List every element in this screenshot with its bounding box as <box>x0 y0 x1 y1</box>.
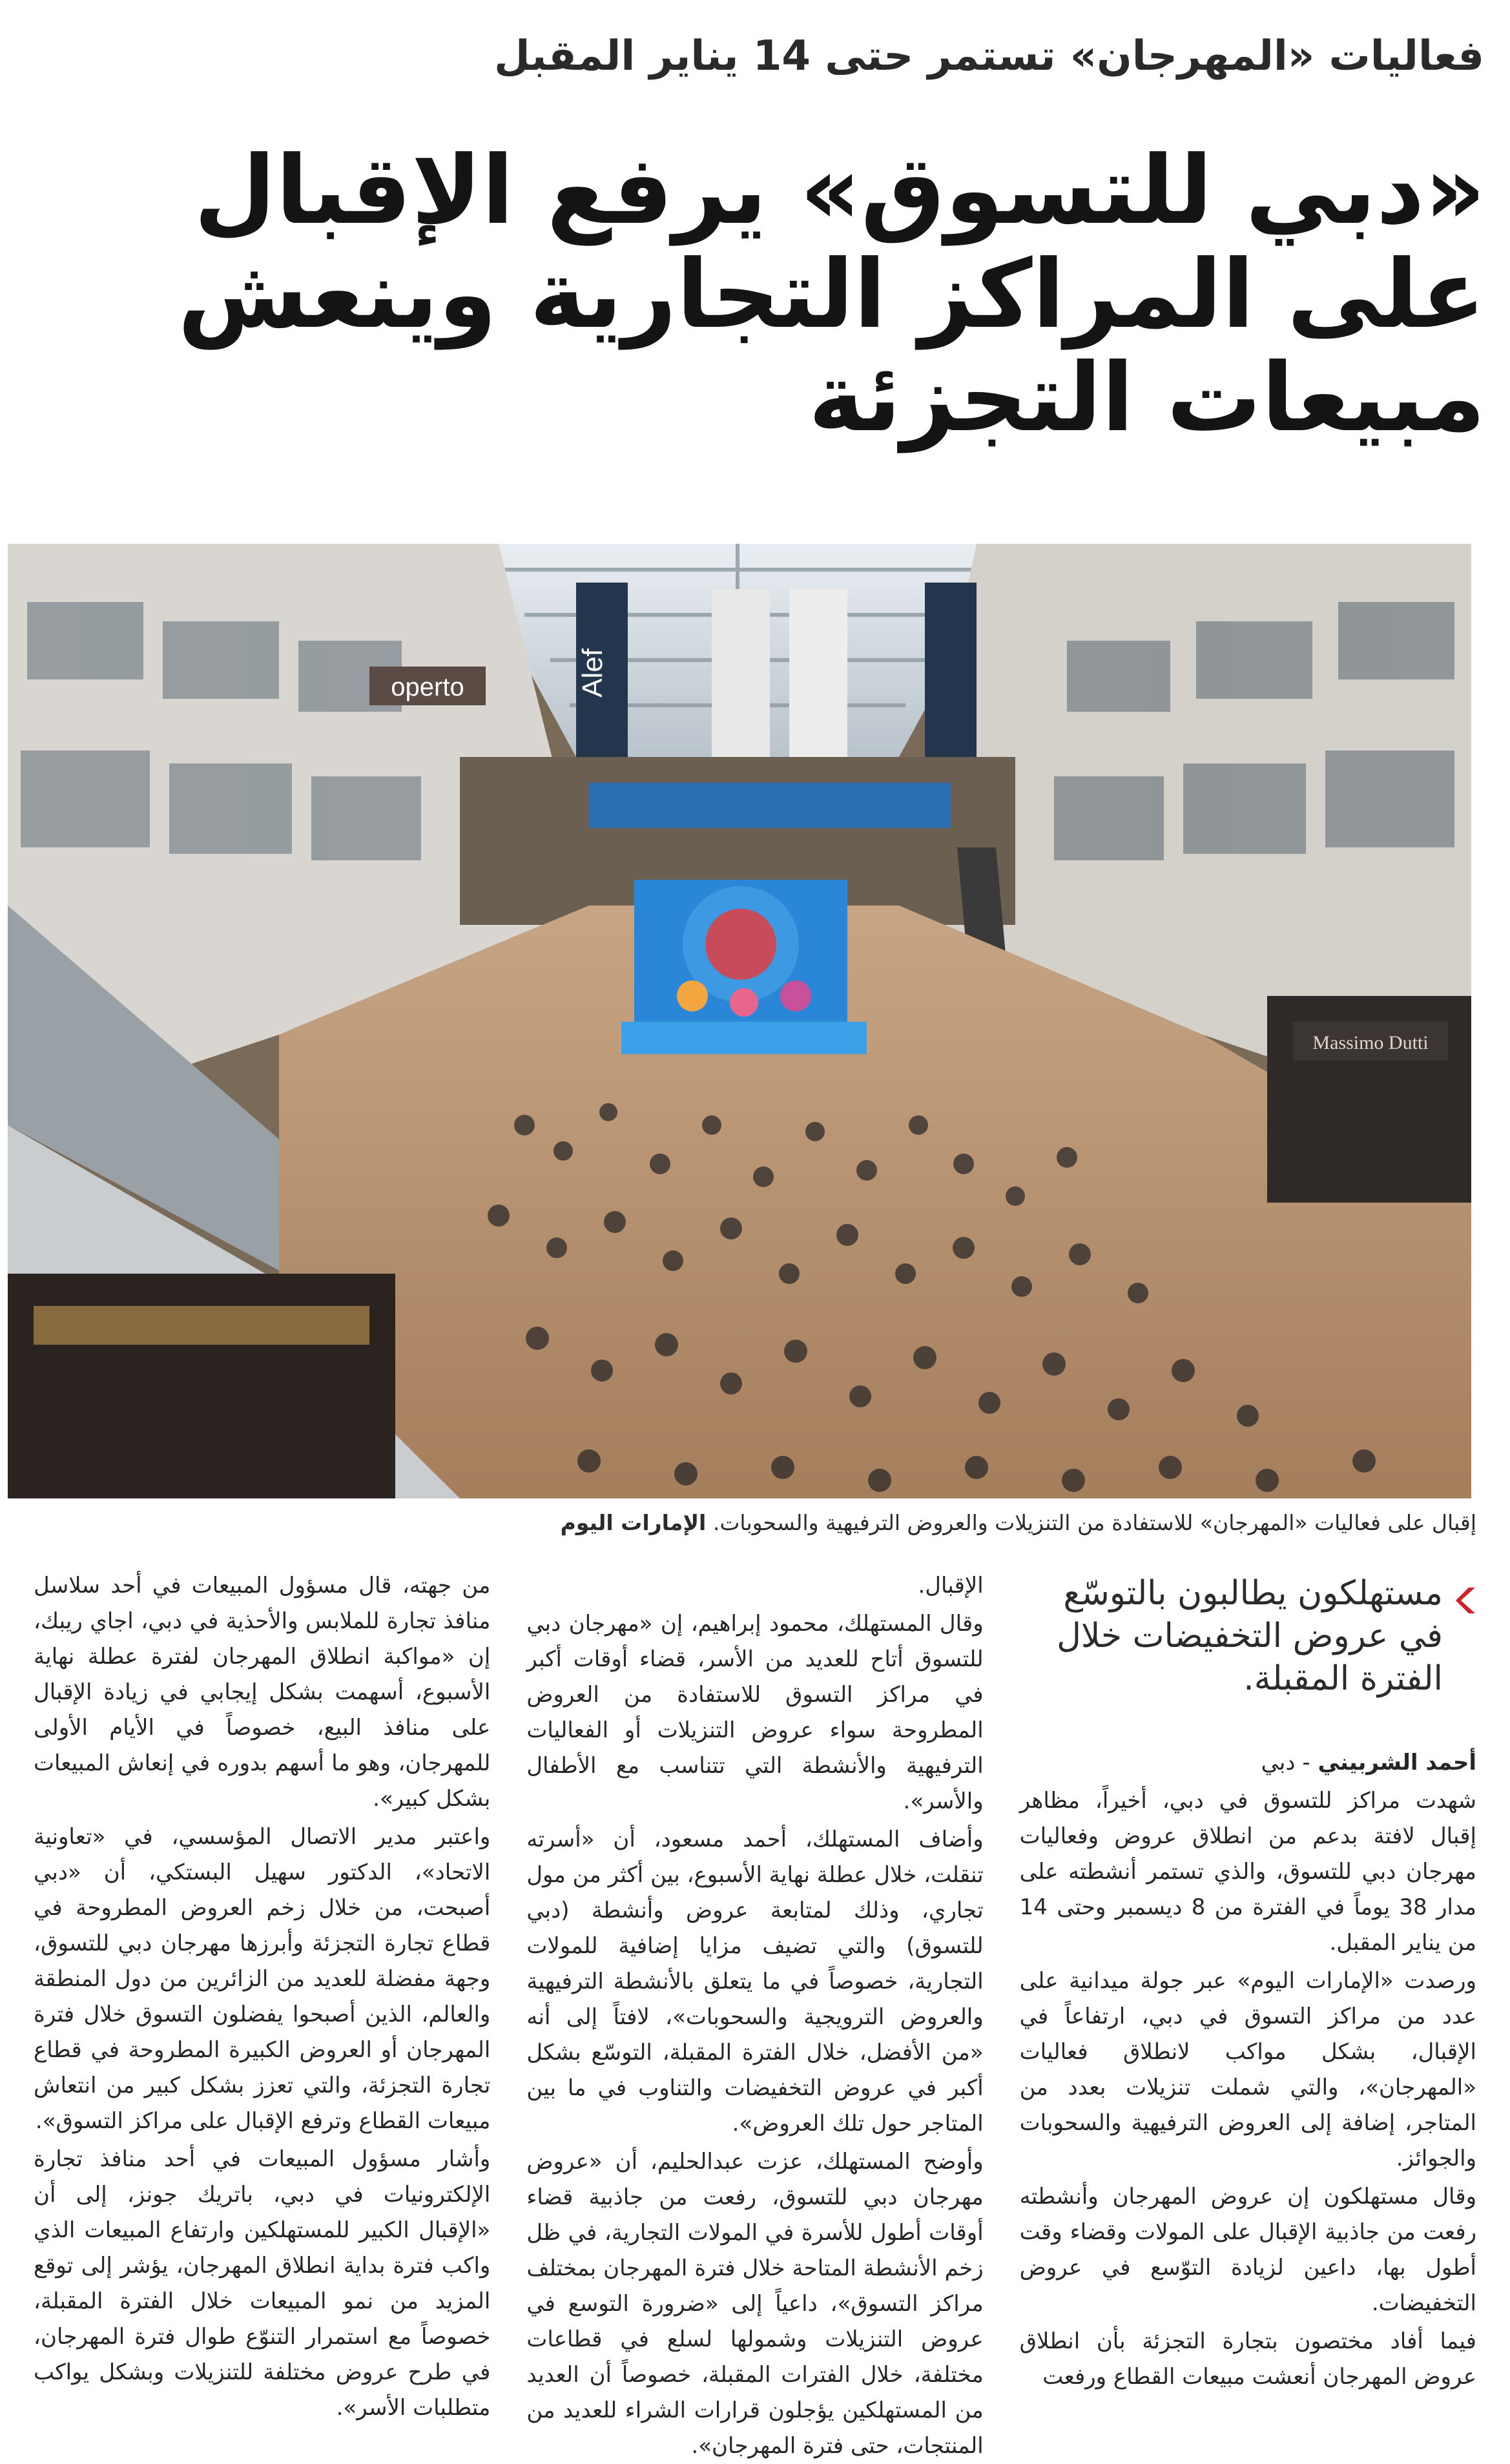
paragraph: وأشار مسؤول المبيعات في أحد منافذ تجارة الإلكترونيات في دبي، باتريك جونز، إلى أن «الإقبال الكبير للمستهلكين وارتفاع المبيعات الذي واكب فترة بداية انطلاق المهرجان، يؤشر إلى توقع المزيد من نمو المبيعات خلال الفترة المقبلة، خصوصاً مع استمرار التنوّع طوال فترة المهرجان، في طرح عروض مختلفة للتنزيلات وبشكل يواكب متطلبات الأسر». <box>34 2146 491 2421</box>
byline-author: أحمد الشربيني <box>1318 1750 1476 1776</box>
paragraph: وقال مستهلكون إن عروض المهرجان وأنشطته رفعت من جاذبية الإقبال على المولات وقضاء وقت أطول بها، داعين لزيادة التوّسع في عروض التخفيضات. <box>1019 2184 1476 2316</box>
paragraph: فيما أفاد مختصون بتجارة التجزئة بأن انطلاق عروض المهرجان أنعشت مبيعات القطاع ورفعت <box>1019 2328 1476 2390</box>
banner-alef: Alef <box>577 648 608 698</box>
paragraph: وأضاف المستهلك، أحمد مسعود، أن «أسرته تنقلت، خلال عطلة نهاية الأسبوع، بين أكثر من مول تجاري، وذلك لمتابعة عروض وأنشطة (دبي للتسوق) والتي تضيف مزايا إضافية للمولات التجارية، خصوصاً في ما يتعلق بالأنشطة الترفيهية والعروض الترويجية والسحوبات»، لافتاً إلى أنه «من الأفضل، خلال الفترة المقبلة، التوسّع بشكل أكبر في عروض التخفيضات والتناوب في ما بين المتاجر حول تلك العروض». <box>526 1827 984 2137</box>
column-2 <box>526 1568 984 2459</box>
paragraph: وقال المستهلك، محمود إبراهيم، إن «مهرجان دبي للتسوق أتاح للعديد من الأسر، قضاء أوقات أكبر في مراكز التسوق للاستفادة من العروض المطروحة سواء عروض التنزيلات أو الفعاليات الترفيهية والأنشطة التي تتناسب مع الأطفال والأسر». <box>526 1611 984 1814</box>
caption-text: إقبال على فعاليات «المهرجان» للاستفادة من التنزيلات والعروض الترفيهية والسحوبات. <box>712 1510 1476 1535</box>
paragraph: الإقبال. <box>918 1573 984 1599</box>
paragraph: شهدت مراكز للتسوق في دبي، أخيراً، مظاهر إقبال لافتة بدعم من انطلاق عروض وفعاليات مهرجان دبي للتسوق، والذي تستمر أنشطته على مدار 38 يوماً في الفترة من 8 ديسمبر وحتى 14 من يناير المقبل. <box>1019 1788 1476 1956</box>
photo-caption <box>36 1510 1476 1535</box>
pull-quote <box>1020 1572 1476 1700</box>
pull-quote-text: مستهلكون يطالبون بالتوسّع في عروض التخفيضات خلال الفترة المقبلة. <box>1057 1574 1443 1698</box>
article-kicker: فعاليات «المهرجان» تستمر حتى 14 يناير المقبل <box>494 32 1484 80</box>
mall-atrium-illustration <box>8 544 1471 1498</box>
article-photo <box>8 544 1471 1498</box>
sign-massimo-dutti: Massimo Dutti <box>1312 1032 1429 1053</box>
byline-place: - دبي <box>1261 1750 1310 1776</box>
paragraph: وأوضح المستهلك، عزت عبدالحليم، أن «عروض مهرجان دبي للتسوق، رفعت من جاذبية قضاء أوقات أطول للأسرة في المولات التجارية، في ظل زخم الأنشطة المتاحة خلال فترة المهرجان بمختلف مراكز التسوق»، داعياً إلى «ضرورة التوسع في عروض التنزيلات وشمولها لسلع في قطاعات مختلفة، خلال الفترات المقبلة، خصوصاً أن العديد من المستهلكين يؤجلون قرارات الشراء للعديد من المنتجات، حتى فترة المهرجان». <box>526 2149 984 2459</box>
caption-credit: الإمارات اليوم <box>560 1510 707 1535</box>
sign-operto: operto <box>391 673 464 701</box>
article-body <box>34 1568 1476 2459</box>
paragraph: ورصدت «الإمارات اليوم» عبر جولة ميدانية على عدد من مراكز التسوق في دبي، ارتفاعاً في الإقبال، بشكل مواكب لانطلاق فعاليات «المهرجان»، والتي شملت تنزيلات بعدد من المتاجر، إضافة إلى العروض الترفيهية والسحوبات والجوائز. <box>1019 1968 1476 2171</box>
paragraph: واعتبر مدير الاتصال المؤسسي، في «تعاونية الاتحاد»، الدكتور سهيل البستكي، أن «دبي أصبحت، من خلال زخم العروض المطروحة في قطاع تجارة التجزئة وأبرزها مهرجان دبي للتسوق، وجهة مفضلة للعديد من الزائرين من دول المنطقة والعالم، الذين أصبحوا يفضلون التسوق خلال فترة المهرجان أو العروض الكبيرة المطروحة في قطاع تجارة التجزئة، والتي تعزز بشكل كبير من انتعاش مبيعات القطاع وترفع الإقبال على مراكز التسوق». <box>34 1824 491 2134</box>
paragraph: من جهته، قال مسؤول المبيعات في أحد سلاسل منافذ تجارة للملابس والأحذية في دبي، اجاي ريبك، إن «مواكبة انطلاق المهرجان لفترة عطلة نهاية الأسبوع، أسهمت بشكل إيجابي في زيادة الإقبال على منافذ البيع، خصوصاً في الأيام الأولى للمهرجان، وهو ما أسهم بدوره في إنعاش المبيعات بشكل كبير». <box>34 1573 491 1812</box>
column-3 <box>34 1568 491 2421</box>
column-1 <box>1019 1568 1476 2390</box>
article-headline: «دبي للتسوق» يرفع الإقبال على المراكز التجارية وينعش مبيعات التجزئة <box>178 136 1485 453</box>
chevron-left-icon <box>1454 1586 1476 1615</box>
byline <box>1020 1745 1476 1781</box>
